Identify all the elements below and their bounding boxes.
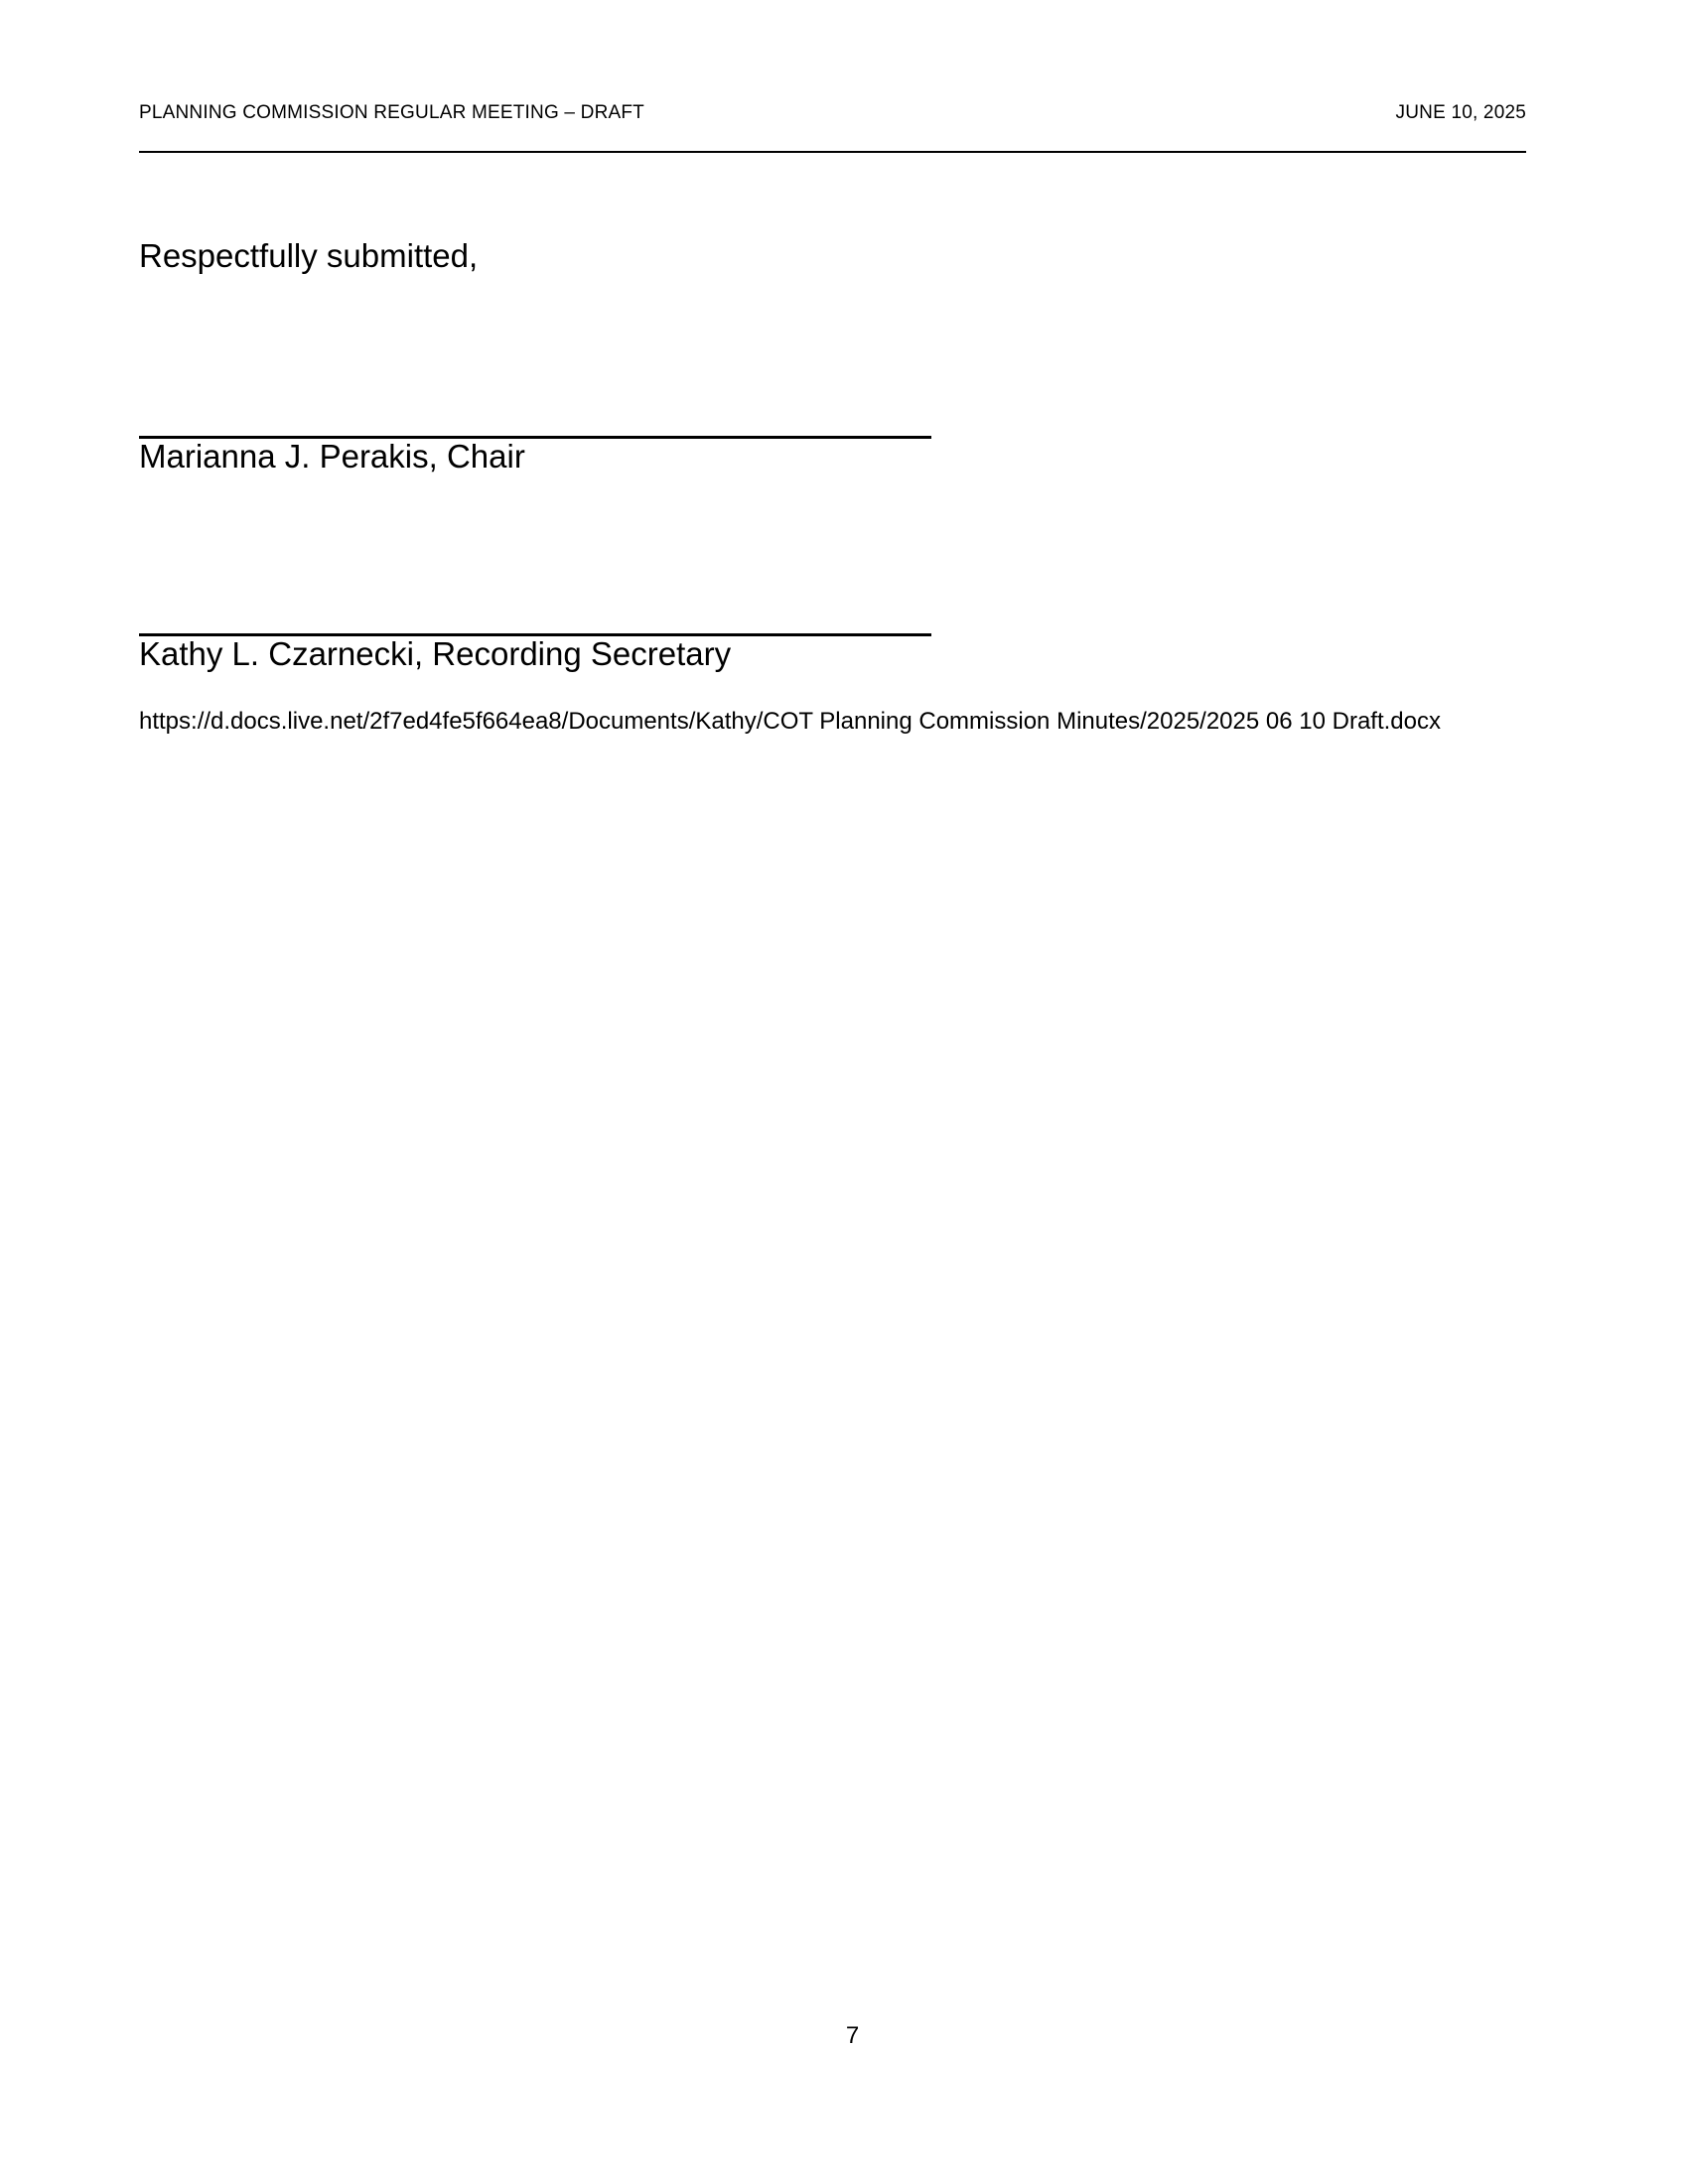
signature-block-chair: [139, 436, 931, 477]
page-number: 7: [845, 2022, 860, 2049]
header-date: JUNE 10, 2025: [1395, 102, 1526, 123]
document-file-path: https://d.docs.live.net/2f7ed4fe5f664ea8/Documents/Kathy/COT Planning Commission Minutes/2025/2025 06 10 Draft.docx: [139, 708, 1441, 735]
signature-name: Kathy L. Czarnecki, Recording Secretary: [139, 635, 732, 672]
header-title: PLANNING COMMISSION REGULAR MEETING – DRAFT: [139, 102, 644, 123]
signature-block-secretary: [139, 633, 931, 674]
signature-name: Marianna J. Perakis, Chair: [139, 438, 525, 475]
closing-text: Respectfully submitted,: [139, 237, 479, 274]
page-header: [139, 101, 1526, 153]
